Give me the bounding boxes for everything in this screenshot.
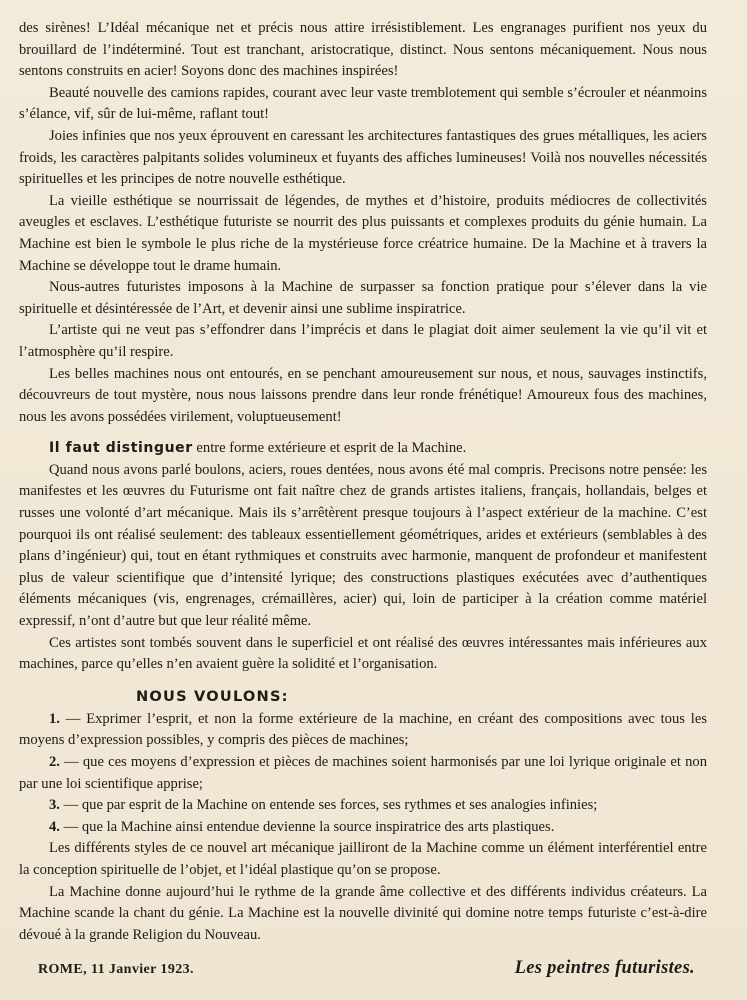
item-text: — que ces moyens d’expression et pièces de machines soient harmonisés par une loi lyrique originale et non par une loi scientifique apprise; (19, 754, 707, 792)
nous-voulons-heading: NOUS VOULONS: (136, 687, 289, 705)
place-date: ROME, 11 Janvier 1923. (38, 962, 194, 977)
paragraph: Les belles machines nous ont entourés, en se penchant amoureusement sur nous, et nous, sauvages instinctifs, découvreurs de tout mystère, nous nous laissons prendre dans leur ronde frénétique! Amoureux fous des machines, nous les avons possédées virilement, voluptueusement! (19, 365, 707, 425)
paragraph: La vieille esthétique se nourrissait de légendes, de mythes et d’histoire, produits médiocres de collectivités aveugles et esclaves. L’esthétique futuriste se nourrit des plus puissants et complexes produits du génie humain. La Machine est bien le symbole le plus riche de la mystérieuse force créatrice humaine. De la Machine et à travers la Machine se développe tout le drame humain. (19, 192, 707, 274)
footer (38, 958, 695, 979)
paragraph: des sirènes! L’Idéal mécanique net et précis nous attire irrésistiblement. Les engranages purifient nos yeux du brouillard de l’indéterminé. Tout est tranchant, aristocratique, distinct. Nous sentons mécaniquement. Nous nous sentons construits en acier! Soyons donc des machines inspirées! (19, 20, 707, 80)
list-item (19, 709, 707, 752)
paragraph: Joies infinies que nos yeux éprouvent en caressant les architectures fantastiques des grues métalliques, les aciers froids, les caractères palpitants solides volumineux et fuyants des affiches lumineuses! Voilà nos nouvelles nécessités spirituelles et les principes de notre nouvelle esthétique. (19, 127, 707, 188)
signature: Les peintres futuristes. (514, 958, 695, 978)
paragraph: L’artiste qui ne veut pas s’effondrer dans l’imprécis et dans le plagiat doit aimer seulement la vie qu’il vit et l’atmosphère qu’il respire. (19, 322, 707, 360)
item-number: 4. (49, 818, 60, 835)
item-number: 2. (49, 754, 60, 770)
list-item (19, 752, 707, 795)
paragraph: Nous-autres futuristes imposons à la Machine de surpasser sa fonction pratique pour s’élever dans la vie spirituelle et désintéressée de l’Art, et devenir ainsi une sublime inspiratrice. (19, 279, 707, 317)
distinguer-text: entre forme extérieure et esprit de la Machine. (192, 440, 467, 457)
paragraph: Ces artistes sont tombés souvent dans le superficiel et ont réalisé des œuvres intéressantes mais inférieures aux machines, parce qu’elles n’en avaient guère la solidité et l’organisation. (19, 634, 707, 673)
item-text: — Exprimer l’esprit, et non la forme extérieure de la machine, en créant des compositions avec tous les moyens d’expression possibles, y compris des pièces de machines; (19, 710, 707, 749)
paragraph: Quand nous avons parlé boulons, aciers, roues dentées, nous avons été mal compris. Precisons notre pensée: les manifestes et les œuvres du Futurisme ont fait naître chez de grands artistes italiens, français, hollandais, belges et russes une volonté d’art mécanique. Mais ils s’arrêtèrent presque toujours à l’aspect extérieur de la machine. C’est pourquoi ils ont réalisé seulement: des tableaux essentiellement géométriques, arides et extérieurs (semblables à des plans d’ingénieur) qui, tout en étant rythmiques et construits avec harmonie, manquent de profondeur et manifestent plus de valeur scientifique que d’intensité lyrique; des constructions plastiques exécutées avec d’authentiques éléments mécaniques (vis, engrenages, crémaillères, acier) qui, loin de participer à la création comme matériel expressif, n’ont d’autre but que leur réalité même. (19, 461, 707, 630)
paragraph: Les différents styles de ce nouvel art mécanique jailliront de la Machine comme un élément interférentiel entre la conception spirituelle de l’objet, et l’idéal plastique qu’on se propose. (19, 840, 707, 878)
item-text: — que la Machine ainsi entendue devienne la source inspiratrice des arts plastiques. (59, 818, 555, 835)
distinguer-heading: Il faut distinguer (49, 440, 193, 457)
item-number: 3. (49, 797, 60, 814)
paragraph: Beauté nouvelle des camions rapides, courant avec leur vaste tremblotement qui semble s’écrouler et néanmoins s’élance, vif, sûr de lui-même, raflant tout! (19, 84, 707, 123)
list-item (19, 795, 707, 817)
list-item (19, 817, 707, 839)
paragraph: La Machine donne aujourd’hui le rythme de la grande âme collective et des différents individus créateurs. La Machine scande la chant du génie. La Machine est la nouvelle divinité qui domine notre temps futuriste c’est-à-dire dévoué à la grande Religion du Nouveau. (19, 883, 707, 943)
item-text: — que par esprit de la Machine on entende ses forces, ses rythmes et ses analogies infinies; (59, 797, 598, 814)
item-number: 1. (49, 710, 60, 727)
distinguer-paragraph (19, 438, 707, 460)
